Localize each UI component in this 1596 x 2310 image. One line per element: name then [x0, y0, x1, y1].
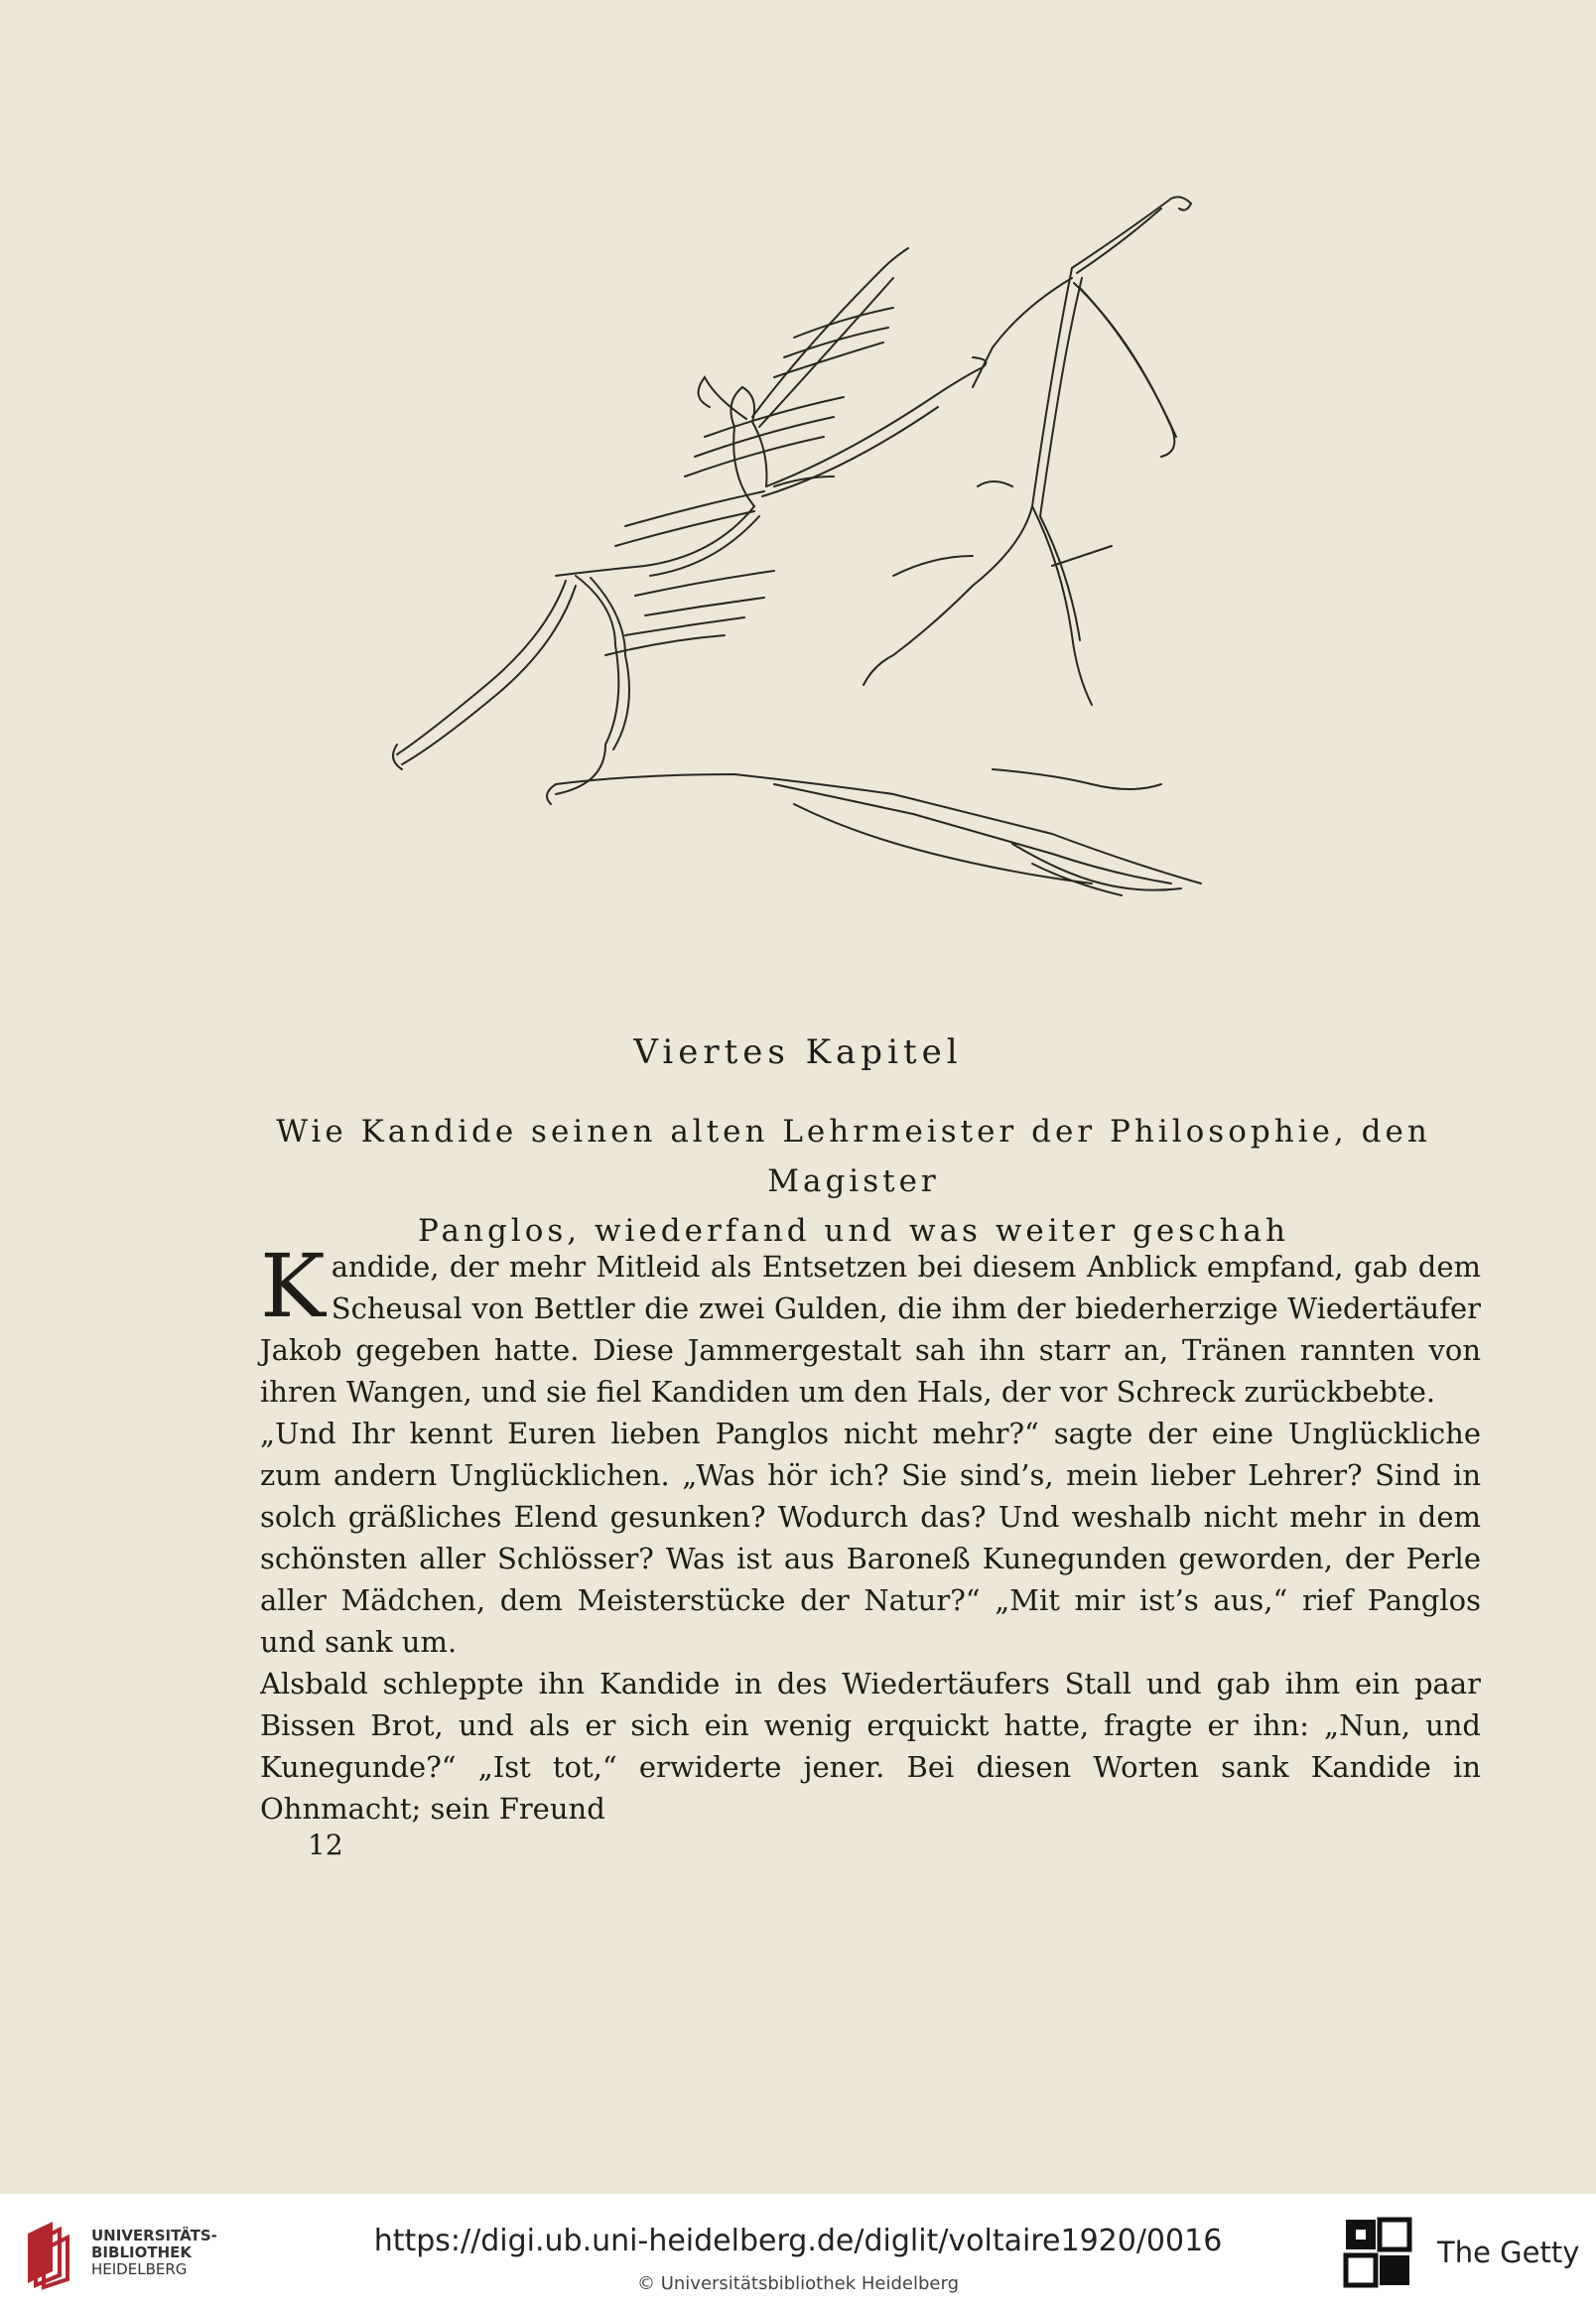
- permalink-url[interactable]: https://digi.ub.uni-heidelberg.de/diglit/voltaire1920/0016: [373, 2224, 1223, 2258]
- paragraph-2: „Und Ihr kennt Euren lieben Panglos nicht mehr?“ sagte der eine Unglückliche zum andern Unglücklichen. „Was hör ich? Sie sind’s, mein lieber Lehrer? Sind in solch gräßliches Elend gesunken? Wodurch das? Und weshalb nicht mehr in dem schönsten aller Schlösser? Was ist aus Baroneß Kunegunden geworden, der Perle aller Mädchen, dem Meisterstücke der Natur?“ „Mit mir ist’s aus,“ rief Panglos und sank um.: [260, 1417, 1481, 1659]
- getty-logo-icon[interactable]: [1342, 2216, 1413, 2295]
- body-text: [260, 1235, 1481, 1830]
- paragraph-1: [260, 1235, 1481, 1413]
- chapter-title: Viertes Kapitel: [633, 1032, 963, 1072]
- chapter-subtitle-line-1: Wie Kandide seinen alten Lehrmeister der Philosophie, den Magister: [276, 1114, 1431, 1199]
- page-number: 12: [308, 1829, 343, 1861]
- paragraph-1-text: andide, der mehr Mitleid als Entsetzen bei diesem Anblick empfand, gab dem Scheusal von Bettler die zwei Gulden, die ihm der biederherzige Wiedertäufer Jakob gegeben hatte. Diese Jammergestalt sah ihn starr an, Tränen rannten von ihren Wangen, und sie fiel Kandiden um den Hals, der vor Schreck zurückbebte.: [260, 1250, 1481, 1409]
- institution-line-3: HEIDELBERG: [91, 2260, 188, 2278]
- two-figures-sketch: [377, 189, 1350, 943]
- chapter-subtitle: [268, 1107, 1439, 1256]
- institution-line-2: BIBLIOTHEK: [91, 2243, 192, 2261]
- chapter-subtitle-line-2: Panglos, wiederfand und was weiter geschah: [418, 1213, 1289, 1249]
- drop-cap: K: [260, 1235, 326, 1337]
- copyright-notice: © Universitätsbibliothek Heidelberg: [636, 2273, 959, 2294]
- partner-name[interactable]: The Getty: [1437, 2236, 1580, 2269]
- viewer-footer: [0, 2194, 1596, 2310]
- institution-line-1: UNIVERSITÄTS-: [91, 2227, 217, 2244]
- paragraph-3: Alsbald schleppte ihn Kandide in des Wiedertäufers Stall und gab ihm ein paar Bissen Brot, und als er sich ein wenig erquickt hatte, fragte er ihn: „Nun, und Kunegunde?“ „Ist tot,“ erwiderte jener. Bei diesen Worten sank Kandide in Ohnmacht; sein Freund: [260, 1667, 1481, 1826]
